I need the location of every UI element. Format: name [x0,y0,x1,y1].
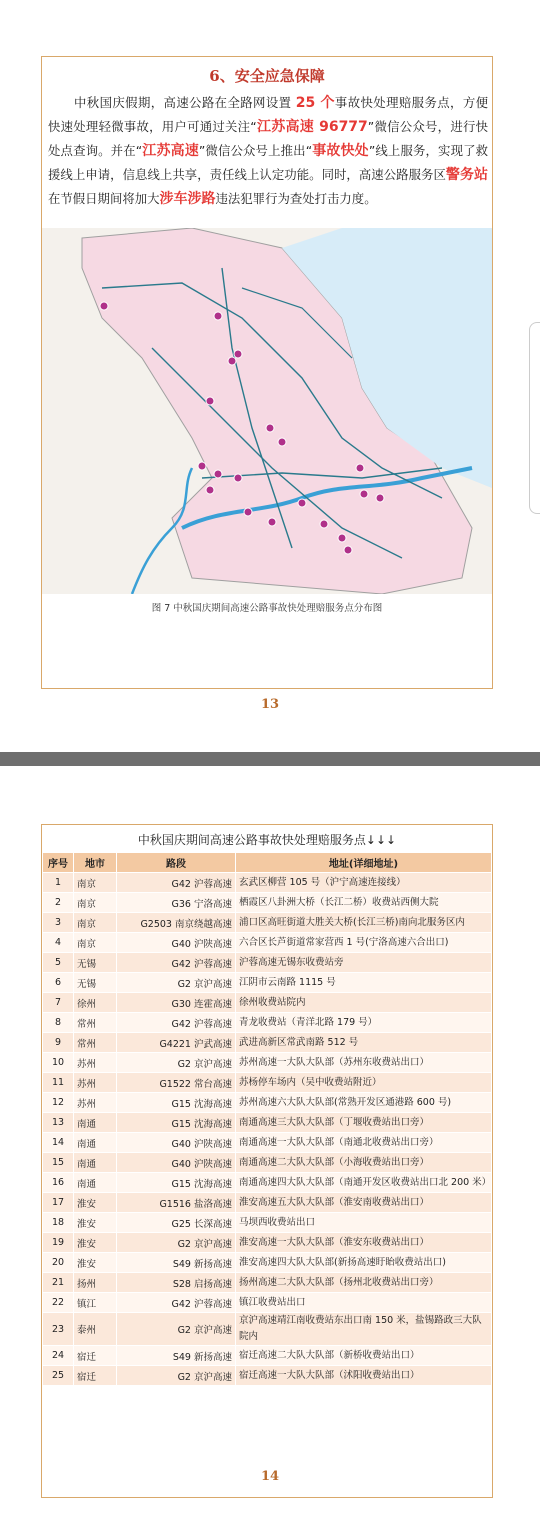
row-road: G4221 沪武高速 [117,1033,236,1053]
table-header-row [43,853,492,873]
row-road: G1522 常台高速 [117,1073,236,1093]
page-number: 14 [260,1469,280,1484]
row-address: 扬州高速二大队大队部（扬州北收费站出口旁） [236,1273,492,1293]
row-city: 淮安 [74,1253,117,1273]
page-number: 13 [260,697,280,712]
page-14 [0,766,540,1526]
row-city: 淮安 [74,1213,117,1233]
row-index: 22 [43,1293,74,1313]
table-row [43,973,492,993]
row-road: G15 沈海高速 [117,1113,236,1133]
row-address: 南通高速三大队大队部（丁堰收费站出口旁） [236,1113,492,1133]
row-address: 苏州高速六大队大队部(常熟开发区通港路 600 号) [236,1093,492,1113]
map-graphic [42,228,492,594]
page-frame [41,824,493,1498]
highlight-text: 25 个 [295,95,335,111]
row-city: 常州 [74,1033,117,1053]
table-row [43,873,492,893]
row-road: G40 沪陕高速 [117,933,236,953]
row-road: G42 沪蓉高速 [117,873,236,893]
table-row [43,893,492,913]
table-row [43,1193,492,1213]
row-city: 徐州 [74,993,117,1013]
section-paragraph [48,91,488,211]
row-index: 17 [43,1193,74,1213]
row-index: 7 [43,993,74,1013]
row-city: 宿迁 [74,1346,117,1366]
row-city: 无锡 [74,953,117,973]
row-road: G15 沈海高速 [117,1093,236,1113]
row-index: 13 [43,1113,74,1133]
table-row [43,953,492,973]
paragraph-text: 中秋国庆假期，高速公路在全路网设置 [74,95,296,110]
page-separator [0,752,540,766]
row-city: 南京 [74,893,117,913]
section-heading: 6、安全应急保障 [209,67,325,85]
map-caption: 图 7 中秋国庆期间高速公路事故快处理赔服务点分布图 [151,603,383,614]
row-road: G40 沪陕高速 [117,1153,236,1173]
row-city: 南京 [74,933,117,953]
row-road: G40 沪陕高速 [117,1133,236,1153]
row-address: 南通高速一大队大队部（南通北收费站出口旁） [236,1133,492,1153]
row-index: 6 [43,973,74,993]
row-address: 马坝西收费站出口 [236,1213,492,1233]
header-index: 序号 [43,853,74,873]
paragraph-text: ”微信公众号上推出“ [198,143,313,158]
service-point-map [42,228,492,594]
header-road: 路段 [117,853,236,873]
row-road: S49 新扬高速 [117,1346,236,1366]
row-address: 苏杨停车场内（吴中收费站附近） [236,1073,492,1093]
side-scroll-tab[interactable] [529,322,540,514]
row-index: 5 [43,953,74,973]
row-address: 宿迁高速一大队大队部（沭阳收费站出口） [236,1366,492,1386]
paragraph-text: ”微信公众号，进行快处点查询。并在“ [48,119,488,158]
row-index: 18 [43,1213,74,1233]
table-row [43,1366,492,1386]
table-row [43,1173,492,1193]
row-index: 25 [43,1366,74,1386]
table-row [43,1133,492,1153]
table-row [43,1313,492,1346]
row-road: G2 京沪高速 [117,973,236,993]
row-road: S28 启扬高速 [117,1273,236,1293]
row-address: 镇江收费站出口 [236,1293,492,1313]
table-row [43,1253,492,1273]
row-city: 常州 [74,1013,117,1033]
row-road: G2503 南京绕越高速 [117,913,236,933]
row-index: 8 [43,1013,74,1033]
row-index: 10 [43,1053,74,1073]
row-city: 南通 [74,1133,117,1153]
table-row [43,1153,492,1173]
row-index: 14 [43,1133,74,1153]
row-address: 淮安高速五大队大队部（淮安南收费站出口） [236,1193,492,1213]
row-address: 六合区长芦街道常家营西 1 号(宁洛高速六合出口) [236,933,492,953]
row-index: 2 [43,893,74,913]
row-address: 浦口区高旺街道大胜关大桥(长江三桥)南向北服务区内 [236,913,492,933]
row-city: 无锡 [74,973,117,993]
row-address: 武进高新区常武南路 512 号 [236,1033,492,1053]
paragraph-text: 违法犯罪行为查处打击力度。 [215,191,377,206]
row-address: 淮安高速四大队大队部(新扬高速盱眙收费站出口) [236,1253,492,1273]
row-city: 扬州 [74,1273,117,1293]
row-city: 淮安 [74,1193,117,1213]
row-city: 苏州 [74,1053,117,1073]
row-road: G2 京沪高速 [117,1313,236,1346]
row-address: 宿迁高速二大队大队部（新桥收费站出口） [236,1346,492,1366]
row-address: 沪蓉高速无锡东收费站旁 [236,953,492,973]
header-address: 地址(详细地址) [236,853,492,873]
row-city: 苏州 [74,1093,117,1113]
row-index: 12 [43,1093,74,1113]
table-row [43,913,492,933]
row-address: 京沪高速靖江南收费站东出口南 150 米，盐锡路政三大队院内 [236,1313,492,1346]
row-address: 玄武区柳营 105 号（沪宁高速连接线） [236,873,492,893]
row-road: G15 沈海高速 [117,1173,236,1193]
table-title: 中秋国庆期间高速公路事故快处理赔服务点↓↓↓ [137,833,397,847]
row-index: 19 [43,1233,74,1253]
highlight-text: 江苏高速 96777 [256,119,368,135]
row-city: 镇江 [74,1293,117,1313]
highlight-text: 涉车涉路 [159,191,216,207]
table-row [43,1053,492,1073]
row-address: 苏州高速一大队大队部（苏州东收费站出口） [236,1053,492,1073]
row-index: 20 [43,1253,74,1273]
row-city: 南通 [74,1153,117,1173]
row-index: 24 [43,1346,74,1366]
page-frame [41,56,493,689]
row-city: 宿迁 [74,1366,117,1386]
table-row [43,1113,492,1133]
row-city: 南京 [74,913,117,933]
row-road: G42 沪蓉高速 [117,1293,236,1313]
service-point-table [42,852,492,1386]
row-address: 青龙收费站（青洋北路 179 号） [236,1013,492,1033]
paragraph-text: ”线上服务，实现了救援线上申请，信息线上共享，责任线上认定功能。同时，高速公路服务区 [48,143,489,182]
table-row [43,993,492,1013]
table-row [43,1213,492,1233]
table-row [43,1273,492,1293]
row-address: 南通高速二大队大队部（小海收费站出口旁） [236,1153,492,1173]
row-city: 南通 [74,1113,117,1133]
row-index: 21 [43,1273,74,1293]
header-city: 地市 [74,853,117,873]
table-row [43,1233,492,1253]
row-index: 3 [43,913,74,933]
row-road: G25 长深高速 [117,1213,236,1233]
highlight-text: 事故快处 [312,143,369,159]
row-address: 徐州收费站院内 [236,993,492,1013]
row-road: G2 京沪高速 [117,1233,236,1253]
row-index: 11 [43,1073,74,1093]
row-city: 南通 [74,1173,117,1193]
table-row [43,1346,492,1366]
row-address: 南通高速四大队大队部（南通开发区收费站出口北 200 米） [236,1173,492,1193]
row-road: G30 连霍高速 [117,993,236,1013]
row-road: G36 宁洛高速 [117,893,236,913]
row-road: G42 沪蓉高速 [117,1013,236,1033]
row-index: 16 [43,1173,74,1193]
table-row [43,1033,492,1053]
highlight-text: 江苏高速 [142,143,199,159]
row-index: 4 [43,933,74,953]
table-row [43,1293,492,1313]
row-road: G2 京沪高速 [117,1366,236,1386]
row-road: S49 新扬高速 [117,1253,236,1273]
row-address: 淮安高速一大队大队部（淮安东收费站出口） [236,1233,492,1253]
row-address: 栖霞区八卦洲大桥（长江二桥）收费站西侧大院 [236,893,492,913]
table-row [43,1073,492,1093]
page-13 [0,0,540,752]
paragraph-text: 事故快处理赔服务点，方便快速处理轻微事故，用户可通过关注“ [48,95,488,134]
row-road: G42 沪蓉高速 [117,953,236,973]
row-city: 泰州 [74,1313,117,1346]
row-index: 23 [43,1313,74,1346]
row-city: 淮安 [74,1233,117,1253]
table-row [43,1093,492,1113]
row-city: 南京 [74,873,117,893]
paragraph-text: 在节假日期间将加大 [48,191,160,206]
row-road: G2 京沪高速 [117,1053,236,1073]
row-index: 1 [43,873,74,893]
row-city: 苏州 [74,1073,117,1093]
highlight-text: 警务站 [445,167,489,183]
table-row [43,933,492,953]
row-address: 江阴市云南路 1115 号 [236,973,492,993]
row-road: G1516 盐洛高速 [117,1193,236,1213]
row-index: 15 [43,1153,74,1173]
table-row [43,1013,492,1033]
row-index: 9 [43,1033,74,1053]
